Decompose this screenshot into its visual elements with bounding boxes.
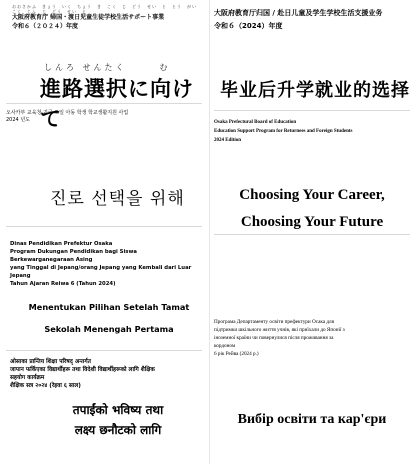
english-year: 2024 Edition [214, 138, 242, 143]
english-org-line2: Education Support Program for Returnees and Foreign Students [214, 129, 353, 134]
japanese-org-furigana: おおさかふ きょう いく ちょう き こく じ どう せい と とう がい こく じん じ どう せい と [12, 4, 202, 14]
english-title-line1: Choosing Your Career, [239, 187, 385, 203]
nepali-org-block [10, 358, 205, 390]
ukrainian-year: 6 рік Рейва (2024 р.) [214, 351, 259, 357]
indonesian-separator [6, 350, 202, 351]
ukrainian-org-line1: Програма Департаменту освіти префектури Осака для [214, 319, 335, 325]
english-org-block [214, 118, 352, 145]
ukrainian-title: Вибір освіти та кар'єри [237, 412, 387, 427]
indonesian-org-line2: Program Dukungan Pendidikan bagi Siswa Berkewarganegaraan Asing [10, 249, 137, 263]
english-separator [214, 234, 410, 235]
indonesian-org-line1: Dinas Pendidikan Prefektur Osaka [10, 241, 113, 247]
english-org-line1: Osaka Prefectural Board of Education [214, 120, 297, 125]
chinese-year: 令和６（2024）年度 [214, 22, 283, 30]
english-title-block [214, 182, 410, 236]
chinese-org: 大阪府教育厅归国 / 赴日儿童及学生学校生活支援业务 [214, 9, 383, 17]
indonesian-year: Tahun Ajaran Reiwa 6 (Tahun 2024) [10, 281, 116, 287]
chinese-separator [214, 110, 410, 111]
korean-org: 오사카부 교육청 귀국·도일 아동 학생 학교생활지원 사업 [6, 110, 129, 116]
japanese-year: 令和６（２０２４）年度 [12, 23, 79, 30]
japanese-separator [6, 103, 202, 104]
japanese-title: 進路選択に向けて [40, 77, 194, 131]
english-title-line2: Choosing Your Future [240, 214, 384, 230]
ukrainian-org-line2: підтримки шкільного життя учнів, які приїхали до Японії з [214, 327, 345, 333]
indonesian-org-line3: yang Tinggal di Jepang/orang Jepang yang Kembali dari Luar Jepang [10, 265, 192, 279]
nepali-org-line2: जापान फर्किएका विद्यार्थीहरू तथा विदेशी विद्यार्थीहरूको लागि शैक्षिक [10, 367, 155, 373]
ukrainian-org-line4: кордоном [214, 343, 236, 349]
ukrainian-org-line3: іноземної країни чи повернулися після проживання за [214, 335, 334, 341]
korean-year: 2024 년도 [6, 117, 30, 123]
ukrainian-org-block [214, 318, 410, 358]
japanese-title-ruby: しんろ せんたく む [44, 63, 171, 72]
indonesian-title-line1: Menentukan Pilihan Setelah Tamat [28, 302, 190, 312]
japanese-org-block [12, 4, 202, 32]
nepali-title-line2: लक्ष्य छनौटको लागि [74, 423, 162, 437]
nepali-title-block [28, 400, 208, 440]
korean-org-block [6, 110, 128, 124]
chinese-org-block [214, 8, 382, 34]
nepali-org-line3: सहयोग कार्यक्रम [10, 375, 45, 381]
nepali-year: शैक्षिक सत्र २०२४ (रेइवा ६ साल) [10, 383, 81, 389]
indonesian-title-line2: Sekolah Menengah Pertama [44, 324, 174, 334]
chinese-title: 毕业后升学就业的选择 [220, 80, 410, 101]
korean-title: 진로 선택을 위해 [50, 189, 185, 209]
japanese-org: 大阪府教育庁 帰国・渡日児童生徒学校生活サポート事業 [12, 14, 165, 21]
indonesian-org-block [10, 240, 200, 288]
nepali-org-line1: ओसाका प्रान्तिय शिक्षा परिषद् अन्तर्गत [10, 359, 91, 365]
indonesian-title-block [14, 296, 204, 340]
nepali-title-line1: तपाईंको भविष्य तथा [72, 403, 164, 417]
chinese-panel [210, 0, 420, 112]
korean-separator [6, 226, 202, 227]
